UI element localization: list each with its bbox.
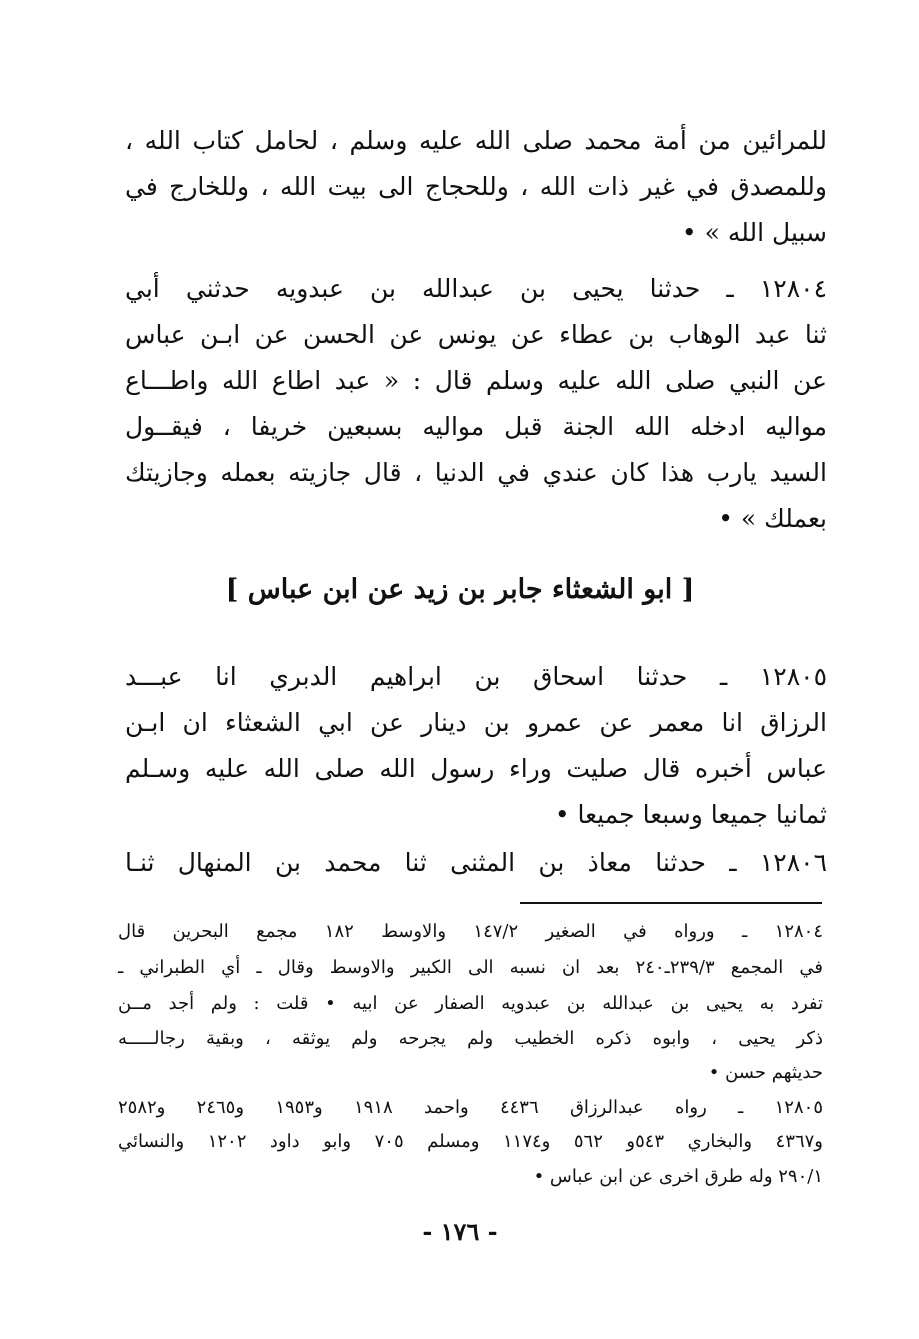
- footnote-divider: [520, 902, 822, 904]
- page-number: - ١٧٦ -: [422, 1217, 498, 1246]
- hadith-12806-line: ١٢٨٠٦ ـ حدثنا معاذ بن المثنى ثنا محمد بن المنهال ثنـا: [125, 848, 827, 877]
- text-line: سبيل الله » •: [681, 218, 827, 247]
- text-line: للمرائين من أمة محمد صلى الله عليه وسلم ، لحامل كتاب الله ،: [125, 126, 827, 155]
- text-line: السيد يارب هذا كان عندي في الدنيا ، قال جازيته بعمله وجازيتك: [125, 458, 827, 487]
- hadith-12804-line: ١٢٨٠٤ ـ حدثنا يحيى بن عبدالله بن عبدويه حدثني أبي: [125, 274, 827, 303]
- footnote-line: في المجمع ٢٣٩/٣ـ٢٤٠ بعد ان نسبه الى الكبير والاوسط وقال ـ أي الطبراني ـ: [118, 957, 823, 978]
- text-line: عن النبي صلى الله عليه وسلم قال : « عبد اطاع الله واطـــاع: [125, 366, 827, 395]
- hadith-12805-line: ١٢٨٠٥ ـ حدثنا اسحاق بن ابراهيم الدبري انا عبـــد: [125, 662, 827, 691]
- section-heading: [ ابو الشعثاء جابر بن زيد عن ابن عباس ]: [225, 574, 695, 605]
- text-line: عباس أخبره قال صليت وراء رسول الله صلى الله عليه وسـلم: [125, 754, 827, 783]
- footnote-line: ٢٩٠/١ وله طرق اخرى عن ابن عباس •: [533, 1166, 823, 1187]
- text-line: مواليه ادخله الله الجنة قبل مواليه بسبعين خريفا ، فيقــول: [125, 412, 828, 441]
- text-line: ثنا عبد الوهاب بن عطاء عن يونس عن الحسن عن ابـن عباس: [125, 320, 827, 349]
- text-line: ثمانيا جميعا وسبعا جميعا •: [554, 800, 827, 829]
- footnote-line: و٤٣٦٧ والبخاري ٥٤٣و ٥٦٢ و١١٧٤ ومسلم ٧٠٥ وابو داود ١٢٠٢ والنسائي: [118, 1131, 823, 1152]
- footnote-line: ١٢٨٠٤ ـ ورواه في الصغير ١٤٧/٢ والاوسط ١٨٢ مجمع البحرين قال: [118, 921, 823, 942]
- footnote-line: تفرد به يحيى بن عبدالله بن عبدويه الصفار عن ابيه • قلت : ولم أجد مــن: [118, 993, 823, 1014]
- text-line: وللمصدق في غير ذات الله ، وللحجاج الى بيت الله ، وللخارج في: [125, 172, 827, 201]
- footnote-line: حديثهم حسن •: [708, 1062, 823, 1083]
- text-line: بعملك » •: [718, 504, 827, 533]
- footnote-line: ١٢٨٠٥ ـ رواه عبدالرزاق ٤٤٣٦ واحمد ١٩١٨ و١٩٥٣ و٢٤٦٥ و٢٥٨٢: [118, 1097, 823, 1118]
- footnote-line: ذكر يحيى ، وابوه ذكره الخطيب ولم يجرحه ولم يوثقه ، وبقية رجالـــــه: [118, 1028, 823, 1049]
- text-line: الرزاق انا معمر عن عمرو بن دينار عن ابي الشعثاء ان ابـن: [125, 708, 827, 737]
